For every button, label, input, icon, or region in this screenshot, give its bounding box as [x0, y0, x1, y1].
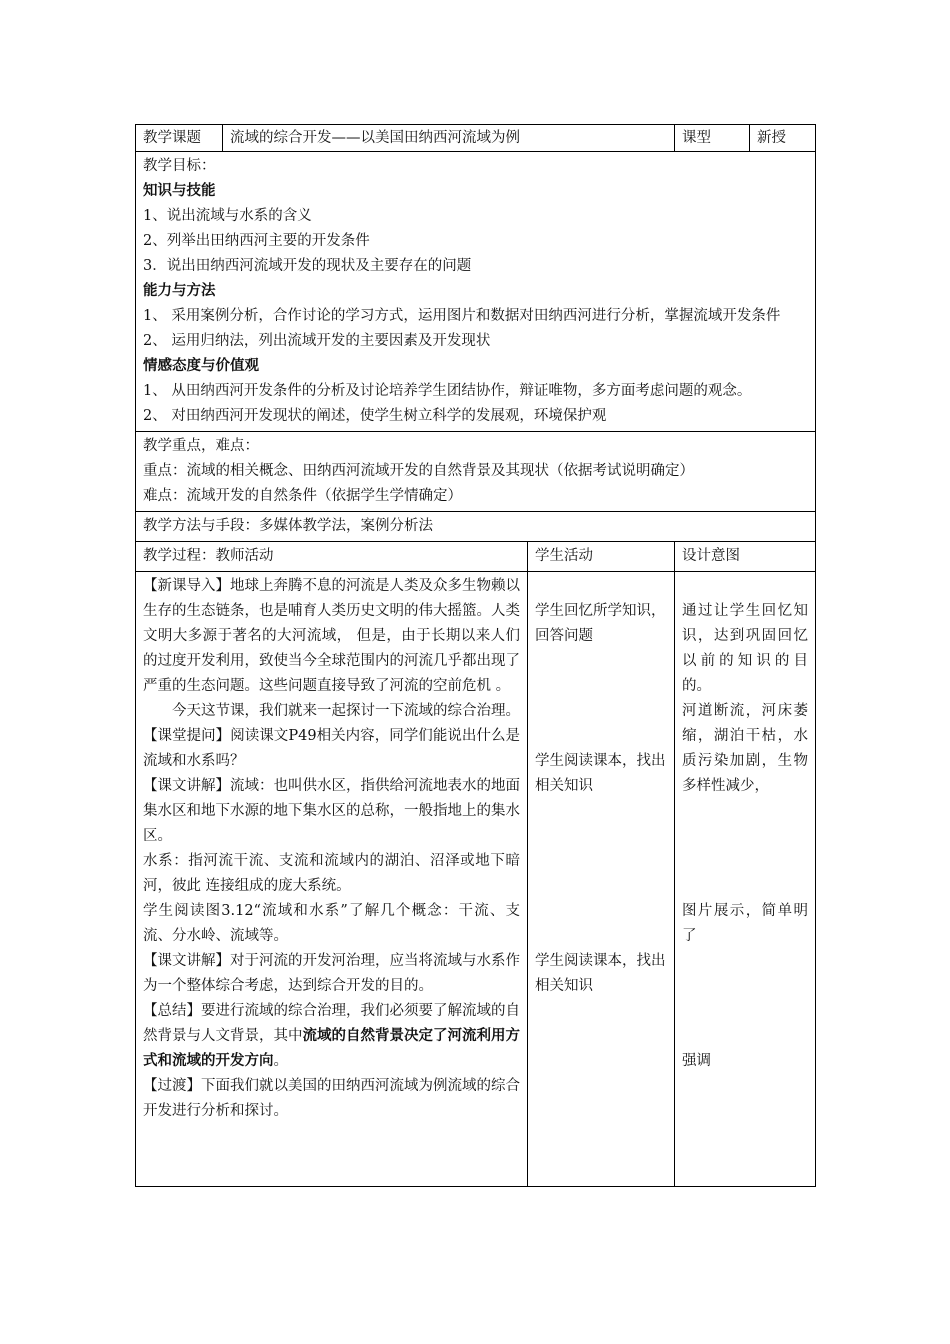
figure-reading-paragraph: 学生阅读图3.12“流域和水系”了解几个概念：干流、支流、分水岭、流域等。: [143, 903, 520, 944]
knowledge-heading: 知识与技能: [143, 183, 216, 199]
difficulty-text: 难点：流域开发的自然条件（依据学生学情确定）: [143, 488, 462, 504]
ability-heading: 能力与方法: [143, 283, 216, 299]
section-tag: 【总结】: [143, 1003, 201, 1019]
methods-row: [136, 512, 816, 542]
section-tag: 【课文讲解】: [143, 953, 230, 969]
design-intent-item: 通过让学生回忆知识，达到巩固回忆以前的知识的目的。: [682, 603, 808, 694]
student-activity-item: 学生回忆所学知识，回答问题: [535, 603, 666, 644]
knowledge-item: 1、说出流域与水系的含义: [143, 208, 312, 224]
knowledge-item: 3．说出田纳西河流域开发的现状及主要存在的问题: [143, 258, 472, 274]
teacher-activity-cell: [136, 572, 528, 1187]
paragraph-text: 流域：也叫供水区，指供给河流地表水的地面集水区和地下水源的地下集水区的总称，一般指地上的集水区。: [143, 778, 520, 844]
methods-text: 教学方法与手段：多媒体教学法，案例分析法: [136, 512, 816, 542]
lesson-plan: [135, 124, 815, 1187]
lesson-plan-table: [135, 124, 816, 1187]
objectives-row: [136, 152, 816, 432]
section-tag: 【新课导入】: [143, 578, 230, 594]
paragraph-text: 对于河流的开发河治理，应当将流域与水系作为一个整体综合考虑，达到综合开发的目的。: [143, 953, 520, 994]
paragraph-text: 。: [273, 1053, 288, 1069]
keypoints-cell: [136, 432, 816, 512]
basin-paragraph: [143, 774, 520, 849]
section-tag: 【过渡】: [143, 1078, 201, 1094]
summary-paragraph: [143, 999, 520, 1074]
type-label: 课型: [675, 125, 750, 152]
objectives-cell: [136, 152, 816, 432]
focus-text: 重点：流域的相关概念、田纳西河流域开发的自然背景及其现状（依据考试说明确定）: [143, 463, 694, 479]
teacher-activity-header: 教学过程：教师活动: [136, 542, 528, 572]
process-body-row: [136, 572, 816, 1187]
student-activity-header: 学生活动: [528, 542, 675, 572]
process-header-row: [136, 542, 816, 572]
keypoints-title: 教学重点，难点：: [143, 438, 259, 454]
water-system-paragraph: 水系：指河流干流、支流和流域内的湖泊、沼泽或地下暗河，彼此 连接组成的庞大系统。: [143, 853, 520, 894]
paragraph-text: 要进行流域的综合治理，我们必须要了解流域的自然背景与人文背景，其中: [143, 1003, 520, 1044]
objectives-title: 教学目标：: [143, 158, 216, 174]
section-tag: 【课堂提问】: [143, 728, 231, 744]
paragraph-text: 下面我们就以美国的田纳西河流域为例流域的综合开发进行分析和探讨。: [143, 1078, 520, 1119]
emphasis-text: 流域的自然背景决定了河流利用方式和流域的开发方向: [143, 1028, 520, 1069]
keypoints-row: [136, 432, 816, 512]
intro-paragraph: [143, 574, 520, 699]
design-intent-item: 图片展示，简单明了: [682, 903, 808, 944]
topic-label: 教学课题: [136, 125, 223, 152]
paragraph-text: 地球上奔腾不息的河流是人类及众多生物赖以生存的生态链条，也是哺育人类历史文明的伟大摇篮。人类文明大多源于著名的大河流域， 但是，由于长期以来人们的过度开发利用，致使当今全球范围内的河流几乎都出现了严重的生态问题。这些问题直接导致了河流的空前危机 。: [143, 578, 520, 694]
student-activity-item: 学生阅读课本，找出相关知识: [535, 753, 666, 794]
ability-item: 1、 采用案例分析，合作讨论的学习方式，运用图片和数据对田纳西河进行分析，掌握流域开发条件: [143, 308, 781, 324]
emotion-item: 2、 对田纳西河开发现状的阐述，使学生树立科学的发展观，环境保护观: [143, 408, 607, 424]
topic-value: 流域的综合开发——以美国田纳西河流域为例: [223, 125, 675, 152]
student-activity-item: 学生阅读课本，找出相关知识: [535, 953, 666, 994]
header-row: [136, 125, 816, 152]
type-value: 新授: [750, 125, 816, 152]
transition-paragraph: [143, 1074, 520, 1124]
explanation-paragraph: [143, 949, 520, 999]
design-intent-cell: [675, 572, 816, 1187]
knowledge-item: 2、列举出田纳西河主要的开发条件: [143, 233, 370, 249]
paragraph-text: 阅读课文P49相关内容，同学们能说出什么是流域和水系吗？: [143, 728, 520, 769]
emotion-item: 1、 从田纳西河开发条件的分析及讨论培养学生团结协作，辩证唯物，多方面考虑问题的观念。: [143, 383, 752, 399]
question-paragraph: [143, 724, 520, 774]
design-intent-item: 河道断流，河床萎缩，湖泊干枯，水质污染加剧，生物多样性减少，: [682, 703, 808, 794]
design-intent-item: 强调: [682, 1053, 711, 1069]
section-tag: 【课文讲解】: [143, 778, 230, 794]
emotion-heading: 情感态度与价值观: [143, 358, 259, 374]
today-paragraph: 今天这节课，我们就来一起探讨一下流域的综合治理。: [172, 703, 520, 719]
ability-item: 2、 运用归纳法，列出流域开发的主要因素及开发现状: [143, 333, 491, 349]
design-intent-header: 设计意图: [675, 542, 816, 572]
student-activity-cell: [528, 572, 675, 1187]
